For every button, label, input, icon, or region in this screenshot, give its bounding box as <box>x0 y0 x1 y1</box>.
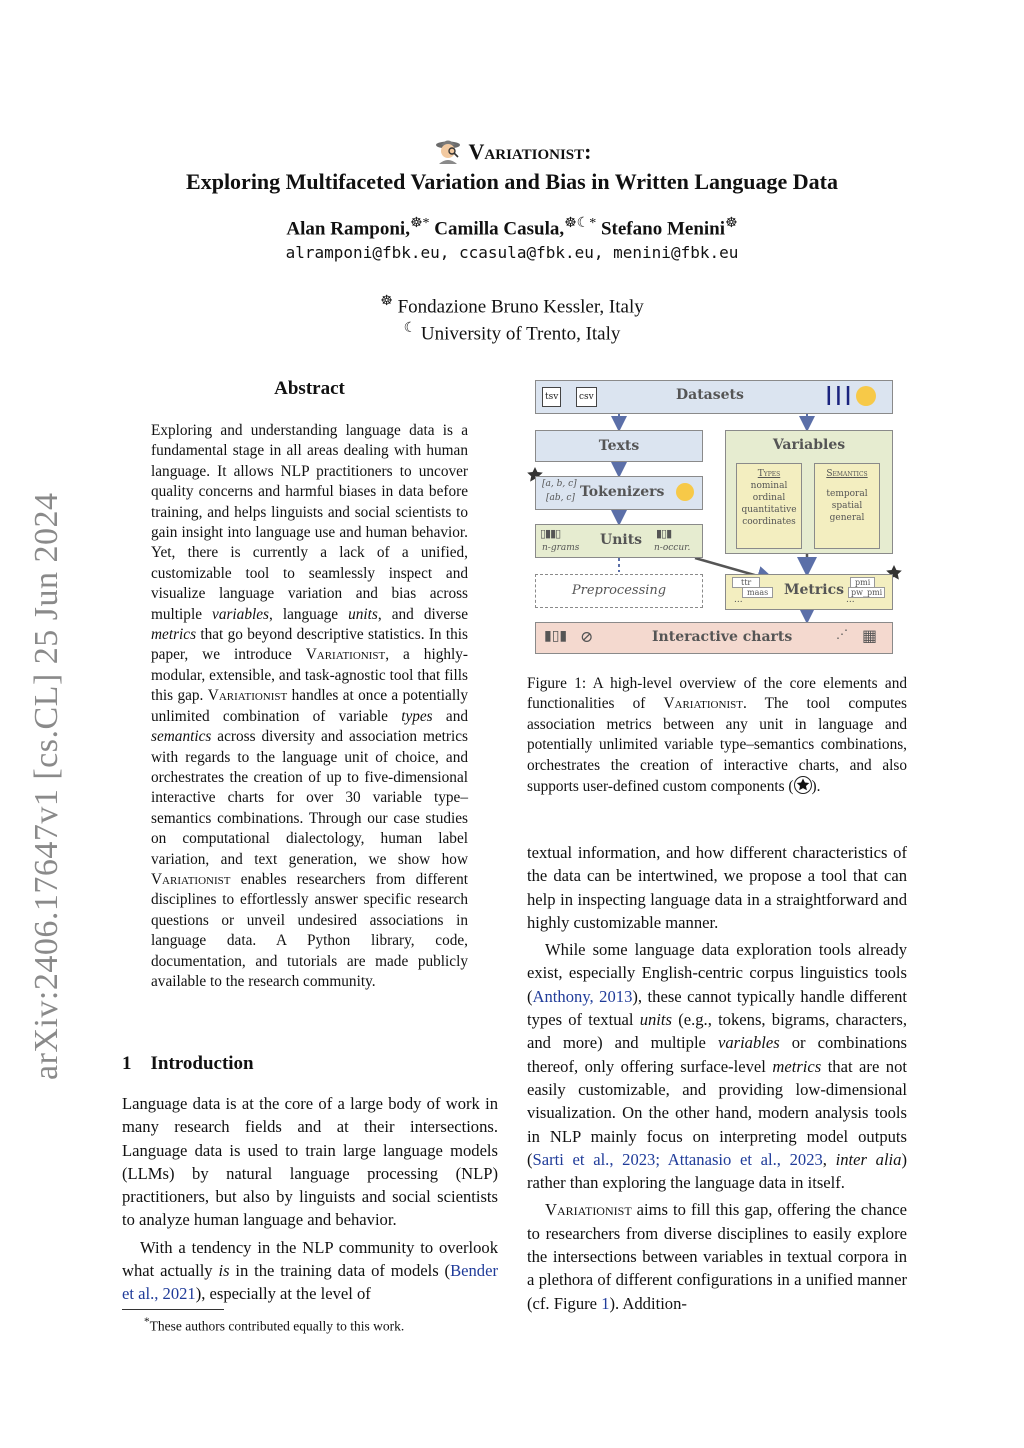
scatter-icon: ⋰ <box>836 627 848 641</box>
affil-mark-2: ☾ <box>403 321 417 336</box>
csv-file-icon: csv <box>576 387 597 407</box>
figure-caption <box>527 674 907 797</box>
tokenizers-box <box>535 476 703 510</box>
abstract-em: metrics <box>151 626 197 644</box>
compass-icon: ⊘ <box>580 627 594 646</box>
body-em: metrics <box>772 1056 822 1076</box>
tool-name: Variationist <box>151 870 231 888</box>
footnote-rule <box>122 1309 224 1310</box>
abstract-em: semantics <box>151 728 212 746</box>
body-text: ) rather than exploring the language data in itself. <box>527 1149 907 1193</box>
hugging-face-icon <box>676 483 694 501</box>
body-text: ). Addition- <box>609 1293 687 1313</box>
caption-text: Figure 1: A high-level overview of the core elements and functionalities of <box>527 675 907 713</box>
body-text: or combinations thereof, only offering surface-level <box>527 1033 907 1076</box>
charts-label: Interactive charts <box>652 629 793 645</box>
affil-mark-1: ☸ <box>380 294 393 309</box>
texts-box <box>535 430 703 462</box>
texts-label: Texts <box>598 438 640 454</box>
author-1-marks: ☸* <box>409 216 430 231</box>
body-text: , <box>822 1149 836 1169</box>
caption-text: . The tool computes association metrics between any unit in language and potentially unlimited variable type–semantics combinations, orchestrates the creation of interactive charts, and also supports user-defined custom components ( <box>527 695 907 796</box>
body-em: inter alia <box>835 1149 902 1169</box>
noccur-label: n-occur. <box>654 543 691 553</box>
type-item: nominal <box>750 481 788 491</box>
right-para-1: textual information, and how different characteristics of the data can be intertwined, we propose a tool that can help in inspecting language data in a straightforward and highly customizable manner. <box>527 843 907 932</box>
semantics-item: general <box>829 513 865 523</box>
heatmap-grid-icon: ▦ <box>862 626 878 645</box>
title-line1 <box>100 136 924 167</box>
tool-name: Variationist <box>207 687 288 705</box>
intro-text: With a tendency in the NLP community to overlook what actually <box>122 1237 498 1281</box>
section-number: 1 <box>122 1053 132 1074</box>
abstract-text: , and diverse <box>377 605 469 623</box>
intro-para-1: Language data is at the core of a large body of work in many research fields and at their intersections. Language data is used to train large language models (LLMs) by natural language processing (NLP) practitioners, but also by linguists and social scientists to analyze human language and behavior. <box>122 1094 498 1230</box>
metric-ellipsis: ... <box>846 595 855 605</box>
token-example: [ab, c] <box>546 493 575 503</box>
metric-chip: pmi <box>850 577 875 588</box>
abstract-heading: Abstract <box>274 378 345 399</box>
types-title: Types <box>757 469 781 479</box>
abstract-em: types <box>401 707 433 725</box>
affil-name-1: Fondazione Bruno Kessler, Italy <box>397 296 644 318</box>
datasets-label: Datasets <box>676 387 744 403</box>
metrics-box <box>725 574 893 610</box>
intro-para-2 <box>122 1236 498 1306</box>
ngram-squares-icon: ▯▮▮▯ <box>540 527 561 540</box>
variables-label: Variables <box>772 437 846 453</box>
body-text: that are not easily customizable, and providing low-dimensional visualization. On the other hand, modern analysis tools in NLP mainly focus on interpreting model outputs ( <box>527 1056 907 1169</box>
semantics-title: Semantics <box>826 469 868 479</box>
body-text: ), these cannot typically handle different types of textual <box>527 986 907 1030</box>
abstract-text: enables researchers from different disciplines to effortlessly answer specific research questions or unveil undesired associations in language data. A Python library, code, documentation, and tutorials are made publicly available to the research community. <box>151 870 468 990</box>
variables-box <box>725 430 893 554</box>
intro-heading <box>122 1053 498 1075</box>
arxiv-stamp: arXiv:2406.17647v1 [cs.CL] 25 Jun 2024 <box>28 492 65 1080</box>
footnote <box>144 1316 504 1335</box>
intro-body <box>122 1092 498 1306</box>
semantics-item: spatial <box>831 501 863 511</box>
charts-box <box>535 622 893 654</box>
metrics-label: Metrics <box>784 582 844 598</box>
citation-figure-1[interactable]: 1 <box>601 1293 610 1313</box>
citation-anthony[interactable]: Anthony, 2013 <box>532 986 633 1006</box>
type-item: ordinal <box>752 493 786 503</box>
intro-em: is <box>218 1261 230 1281</box>
token-example: [a, b, c] <box>542 479 577 489</box>
author-1: Alan Ramponi, <box>286 218 410 240</box>
body-em: units <box>639 1010 672 1030</box>
semantics-box <box>814 463 880 549</box>
star-badge-icon <box>794 776 812 794</box>
body-text: While some language data exploration tools already exist, especially English-centric corpus linguistics tools ( <box>527 940 907 1006</box>
abstract-text: that go beyond descriptive statistics. In this paper, we introduce <box>151 626 468 664</box>
type-item: coordinates <box>742 517 796 527</box>
intro-text: in the training data of models ( <box>229 1261 451 1281</box>
citation-sarti-attanasio[interactable]: Sarti et al., 2023; Attanasio et al., 2023 <box>532 1149 823 1169</box>
types-box <box>736 463 802 549</box>
citation-bender[interactable]: Bender et al., 2021 <box>122 1261 498 1304</box>
tsv-file-icon: tsv <box>542 387 561 407</box>
type-item: quantitative <box>741 505 797 515</box>
author-2-marks: ☸☾* <box>564 216 597 231</box>
metric-ellipsis: ... <box>734 595 743 605</box>
units-box <box>535 524 703 558</box>
tool-name: Variationist <box>663 695 743 713</box>
author-3-marks: ☸ <box>725 216 738 231</box>
datasets-box <box>535 380 893 414</box>
tool-name: Variationist <box>545 1200 632 1220</box>
ngrams-label: n-grams <box>542 543 580 553</box>
caption-text: ). <box>811 778 821 796</box>
occur-squares-icon: ▮▯▮ <box>656 527 672 540</box>
authors <box>100 215 924 240</box>
semantics-item: temporal <box>826 489 868 499</box>
author-2: Camilla Casula, <box>434 218 565 240</box>
abstract-text: , a highly-modular, extensible, and task-agnostic tool that fills this gap. <box>151 646 468 705</box>
preprocessing-label: Preprocessing <box>571 583 667 598</box>
title-tool-name: Variationist: <box>468 139 592 164</box>
bars-logo-icon: ┃┃┃ <box>824 386 853 405</box>
body-em: variables <box>717 1033 780 1053</box>
units-label: Units <box>600 532 643 548</box>
abstract-text: and <box>432 707 468 725</box>
title-line2: Exploring Multifaceted Variation and Bias in Written Language Data <box>186 169 838 194</box>
metric-chip: pw_pmi <box>848 587 885 598</box>
metric-chip: maas <box>742 587 773 598</box>
abstract-text: , language <box>268 605 349 623</box>
bar-chart-icon: ▮▯▮ <box>544 628 568 644</box>
right-para-2 <box>527 938 907 1194</box>
abstract-text: Exploring and understanding language data is a fundamental stage in all areas dealing with human language. It allows NLP practitioners to uncover quality concerns and harmful biases in data before training, and helps linguists and social scientists to gain insight into language use and human behavior. Yet, there is currently a lack of a unified, customizable tool to seamlessly inspect and visualize language variation and bias across multiple <box>151 422 468 623</box>
body-text: (e.g., tokens, bigrams, characters, and more) and multiple <box>527 1010 908 1053</box>
preprocessing-box <box>535 574 703 608</box>
abstract-em: units <box>348 605 378 623</box>
tokenizers-label: Tokenizers <box>580 484 665 500</box>
body-text: aims to fill this gap, offering the chance to researchers from diverse disciplines to easily explore the intersections between variables in textual corpora in a plethora of different configurations in a unified manner (cf. Figure <box>527 1200 907 1313</box>
abstract-body <box>151 421 468 992</box>
tool-name: Variationist <box>305 646 386 664</box>
section-title: Introduction <box>150 1053 254 1074</box>
right-para-3 <box>527 1198 907 1314</box>
detective-emoji-icon <box>433 136 463 164</box>
abstract-text: across diversity and association metrics with regards to the language unit of choice, and orchestrates the creation of up to five-dimensional interactive charts for over 30 variable type–semantics combinations. Through our case studies on computational dialectology, human label variation, and text generation, we show how <box>151 728 468 868</box>
right-column-body <box>527 841 907 1315</box>
abstract-em: variables <box>212 605 269 623</box>
abstract-text: handles at once a potentially unlimited combination of variable <box>151 687 468 725</box>
hugging-face-icon <box>856 386 876 406</box>
figure-1 <box>527 370 907 660</box>
affiliation-1 <box>100 293 924 318</box>
author-3: Stefano Menini <box>600 218 726 240</box>
footnote-text: These authors contributed equally to this work. <box>149 1318 405 1334</box>
affiliation-2 <box>100 320 924 345</box>
title-block <box>100 136 924 197</box>
emails: alramponi@fbk.eu, ccasula@fbk.eu, menini@fbk.eu <box>285 243 739 262</box>
intro-text: ), especially at the level of <box>195 1284 371 1304</box>
affil-name-2: University of Trento, Italy <box>420 323 621 345</box>
footnote-mark: * <box>144 1316 150 1328</box>
metric-chip: ttr <box>732 577 760 588</box>
